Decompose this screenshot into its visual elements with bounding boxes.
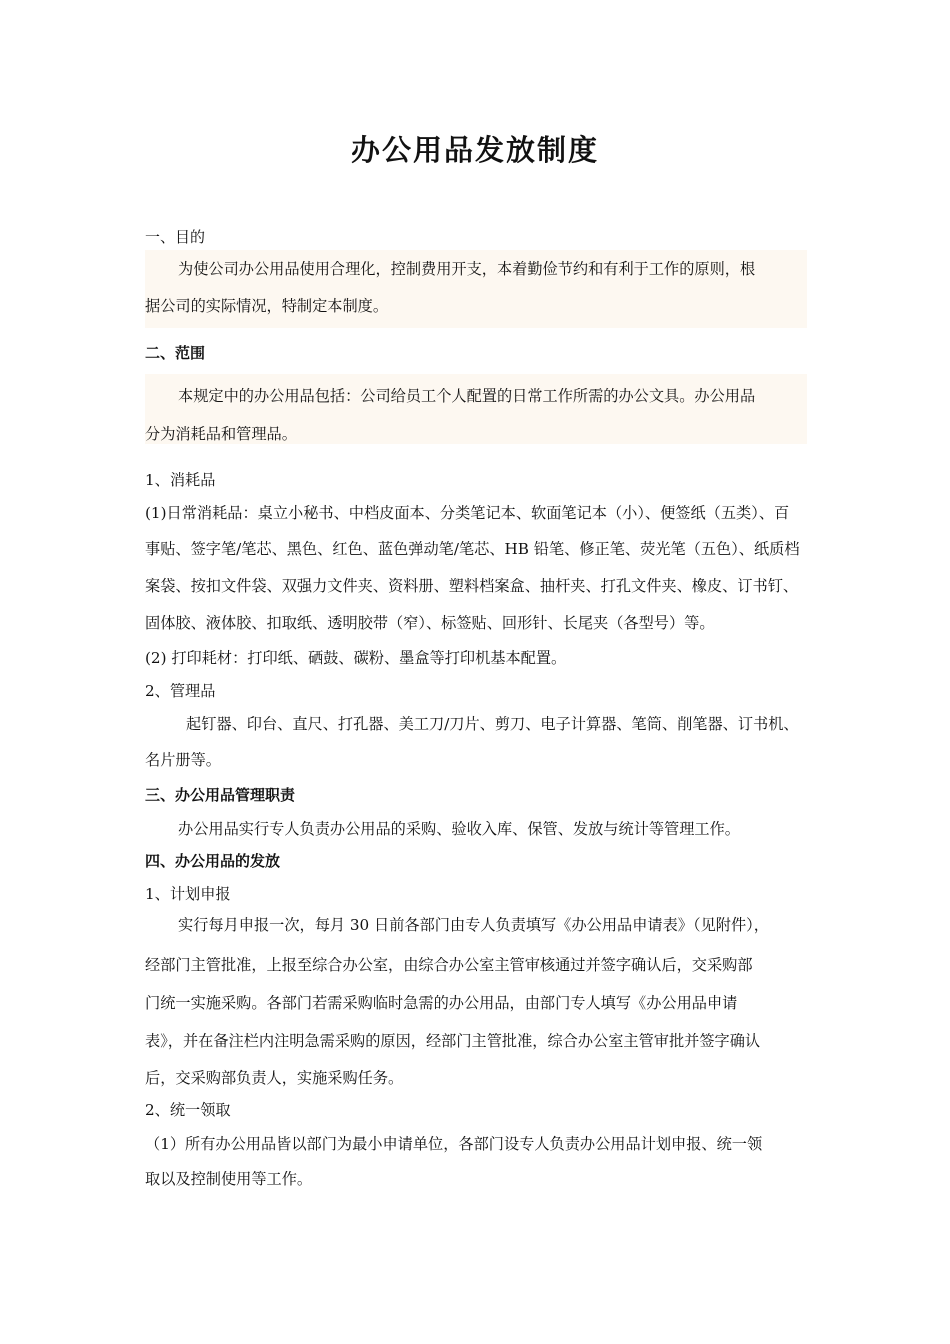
- paragraph-line: 后，交采购部负责人，实施采购任务。: [145, 1069, 404, 1087]
- section-heading-purpose: 一、目的: [145, 228, 206, 246]
- paragraph-line: (1)日常消耗品：桌立小秘书、中档皮面本、分类笔记本、软面笔记本（小）、便签纸（五类）、百: [145, 504, 790, 522]
- subheading-plan: 1、计划申报: [145, 885, 231, 903]
- subheading-consumables: 1、消耗品: [145, 471, 216, 489]
- paragraph-line: 实行每月申报一次，每月 30 日前各部门由专人负责填写《办公用品申请表》（见附件），: [178, 916, 769, 934]
- subheading-management: 2、管理品: [145, 682, 216, 700]
- paragraph-line: 案袋、按扣文件袋、双强力文件夹、资料册、塑料档案盒、抽杆夹、打孔文件夹、橡皮、订书钉、: [145, 577, 799, 595]
- paragraph-line: 经部门主管批准，上报至综合办公室，由综合办公室主管审核通过并签字确认后，交采购部: [145, 956, 753, 974]
- paragraph-line: 事贴、签字笔/笔芯、黑色、红色、蓝色弹动笔/笔芯、HB 铅笔、修正笔、荧光笔（五色）、纸质档: [145, 540, 800, 558]
- paragraph-line: 取以及控制使用等工作。: [145, 1170, 313, 1188]
- paragraph-line: 办公用品实行专人负责办公用品的采购、验收入库、保管、发放与统计等管理工作。: [178, 820, 740, 838]
- paragraph-line: （1）所有办公用品皆以部门为最小申请单位，各部门设专人负责办公用品计划申报、统一领: [145, 1135, 763, 1153]
- paragraph-line: 分为消耗品和管理品。: [145, 425, 297, 443]
- section-heading-distribution: 四、办公用品的发放: [145, 852, 281, 870]
- paragraph-line: 表》，并在备注栏内注明急需采购的原因，经部门主管批准，综合办公室主管审批并签字确认: [145, 1032, 761, 1050]
- paragraph-line: 起钉器、印台、直尺、打孔器、美工刀/刀片、剪刀、电子计算器、笔筒、削笔器、订书机、: [186, 715, 799, 733]
- paragraph-line: (2) 打印耗材：打印纸、硒鼓、碳粉、墨盒等打印机基本配置。: [145, 649, 567, 667]
- paragraph-line: 门统一实施采购。各部门若需采购临时急需的办公用品，由部门专人填写《办公用品申请: [145, 994, 738, 1012]
- paragraph-line: 本规定中的办公用品包括：公司给员工个人配置的日常工作所需的办公文具。办公用品: [178, 387, 756, 405]
- section-heading-scope: 二、范围: [145, 344, 206, 362]
- paragraph-line: 固体胶、液体胶、扣取纸、透明胶带（窄）、标签贴、回形针、长尾夹（各型号）等。: [145, 614, 715, 632]
- paragraph-line: 为使公司办公用品使用合理化，控制费用开支，本着勤俭节约和有利于工作的原则，根: [178, 260, 756, 278]
- section-heading-responsibility: 三、办公用品管理职责: [145, 786, 296, 804]
- document-title: 办公用品发放制度: [350, 133, 599, 167]
- subheading-collect: 2、统一领取: [145, 1101, 231, 1119]
- paragraph-line: 据公司的实际情况，特制定本制度。: [145, 297, 388, 315]
- paragraph-line: 名片册等。: [145, 751, 221, 769]
